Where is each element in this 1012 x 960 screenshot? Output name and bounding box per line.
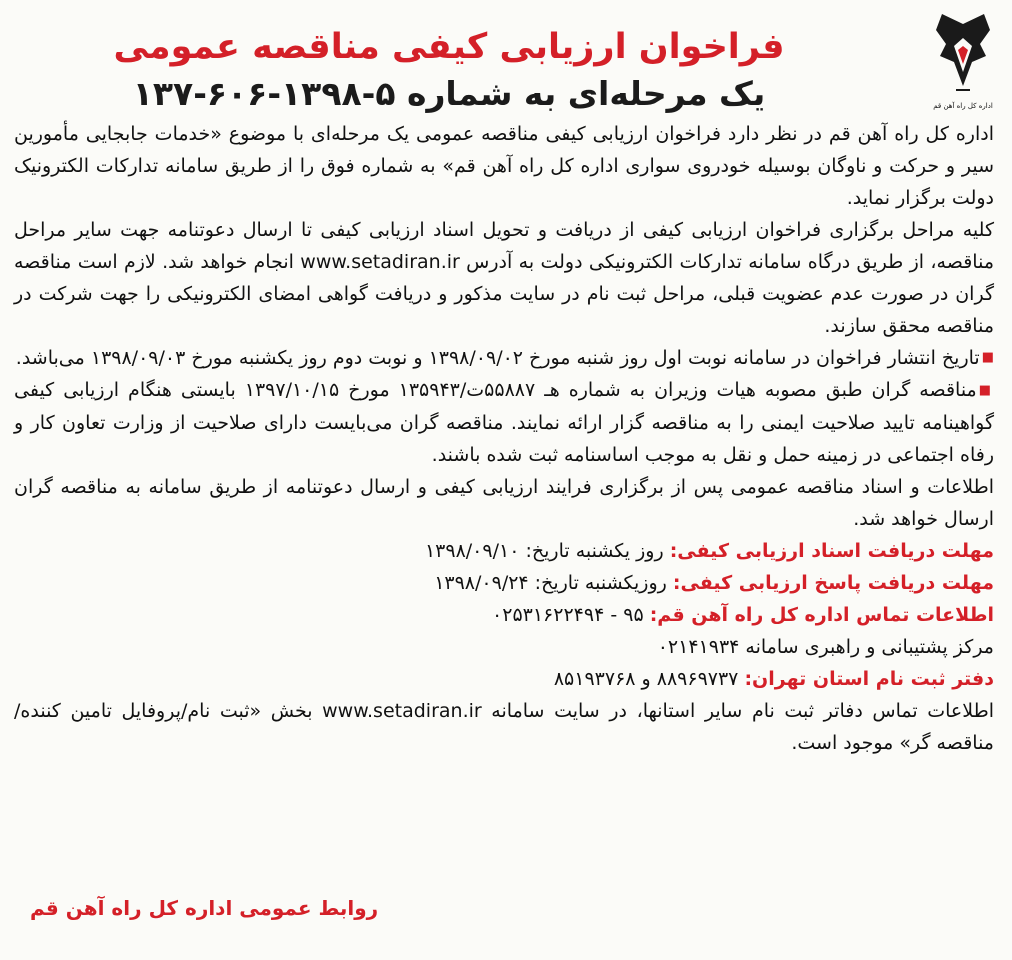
- contact-value: ۹۵ - ۰۲۵۳۱۶۲۲۴۹۴: [492, 603, 650, 626]
- notice-subtitle: یک مرحله‌ای به شماره ۵-۱۳۹۸-۶۰۶-۱۳۷: [132, 74, 766, 113]
- setadiran-link-2[interactable]: www.setadiran.ir: [322, 699, 482, 722]
- railway-logo: [932, 10, 994, 110]
- support-line: مرکز پشتیبانی و راهبری سامانه ۰۲۱۴۱۹۳۴: [657, 635, 994, 658]
- notice-title: فراخوان ارزیابی کیفی مناقصه عمومی: [113, 27, 785, 67]
- setadiran-link[interactable]: www.setadiran.ir: [300, 250, 460, 273]
- stages-text-1: کلیه مراحل برگزاری فراخوان ارزیابی کیفی از دریافت و تحویل اسناد ارزیابی کیفی تا ارسال دعوتنامه جهت سایر مراحل مناقصه، از طریق درگاه سامانه تدارکات الکترونیکی دولت به آدرس: [14, 218, 994, 273]
- other-offices-text-2: بخش «ثبت نام/پروفایل تامین کننده/مناقصه گر» موجود است.: [14, 699, 994, 754]
- wings-emblem-icon: [932, 10, 994, 98]
- contact-label: اطلاعات تماس اداره کل راه آهن قم:: [649, 603, 994, 626]
- intro-paragraph: اداره کل راه آهن قم در نظر دارد فراخوان ارزیابی کیفی مناقصه عمومی یک مرحله‌ای با موضوع «خدمات جابجایی مأمورین سیر و حرکت و ناوگان بوسیله خودروی سواری اداره کل راه آهن قم» به شماره فوق را از طریق سامانه تدارکات الکترونیک دولت برگزار نماید.: [14, 122, 994, 209]
- public-relations-signature: روابط عمومی اداره کل راه آهن قم: [30, 896, 379, 920]
- requirements-paragraph: ■ مناقصه گران طبق مصوبه هیات وزیران به شماره هـ ۵۵۸۸۷ت/۱۳۵۹۴۳ مورخ ۱۳۹۷/۱۰/۱۵ بایستی هنگام ارزیابی کیفی گواهینامه تایید صلاحیت ایمنی را به مناقصه گزار ارائه نمایند. مناقصه گران می‌بایست دارای صلاحیت از وزارت تعاون کار و رفاه اجتماعی در زمینه حمل و نقل به موجب اساسنامه ثبت شده باشند.: [14, 374, 994, 471]
- publish-date-paragraph: ■ تاریخ انتشار فراخوان در سامانه نوبت اول روز شنبه مورخ ۱۳۹۸/۰۹/۰۲ و نوبت دوم روز یکشنبه مورخ ۱۳۹۸/۰۹/۰۳ می‌باشد.: [14, 342, 994, 375]
- docs-info-paragraph: اطلاعات و اسناد مناقصه عمومی پس از برگزاری فرایند ارزیابی کیفی و ارسال دعوتنامه از طریق سامانه به مناقصه گران ارسال خواهد شد.: [14, 475, 994, 530]
- tehran-office-line: [14, 663, 994, 695]
- logo-caption: اداره کل راه آهن قم: [933, 102, 993, 110]
- contact-line: [14, 599, 994, 631]
- stages-text-2: انجام خواهد شد. لازم است مناقصه گران در صورت عدم عضویت قبلی، مراحل ثبت نام در سایت مذکور و دریافت گواهی امضای الکترونیکی را جهت شرکت در مناقصه محقق سازند.: [14, 250, 994, 337]
- tehran-office-label: دفتر ثبت نام استان تهران:: [744, 667, 994, 690]
- other-offices-paragraph: [14, 695, 994, 759]
- tehran-office-value: ۸۸۹۶۹۷۳۷ و ۸۵۱۹۳۷۶۸: [553, 667, 745, 690]
- deadline-reply-value: روزیکشنبه تاریخ: ۱۳۹۸/۰۹/۲۴: [434, 571, 673, 594]
- notice-body: [14, 118, 994, 759]
- deadline-reply-line: [14, 567, 994, 599]
- deadline-receive-value: روز یکشنبه تاریخ: ۱۳۹۸/۰۹/۱۰: [424, 539, 670, 562]
- deadline-receive-label: مهلت دریافت اسناد ارزیابی کیفی:: [669, 539, 994, 562]
- other-offices-text-1: اطلاعات تماس دفاتر ثبت نام سایر استانها، در سایت سامانه: [481, 699, 994, 722]
- deadline-reply-label: مهلت دریافت پاسخ ارزیابی کیفی:: [672, 571, 994, 594]
- stages-paragraph: [14, 214, 994, 342]
- deadline-receive-line: [14, 535, 994, 567]
